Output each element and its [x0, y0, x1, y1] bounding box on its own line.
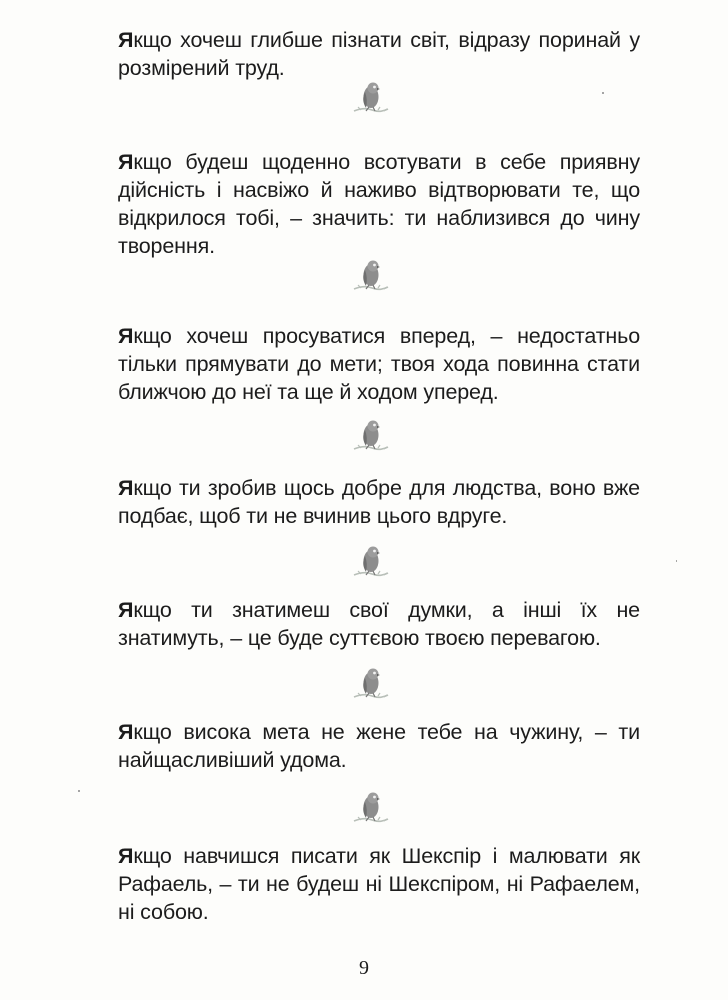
scan-speck — [602, 92, 604, 94]
owl-ornament-icon — [350, 258, 390, 294]
aphorism-text: кщо ти знатимеш свої думки, а інші їх не знатимуть, – це буде суттєвою твоєю перевагою. — [118, 598, 640, 650]
drop-letter: Я — [118, 476, 134, 500]
page-number: 9 — [359, 957, 369, 979]
aphorism-text: кщо висока мета не жене тебе на чужину, – ти найщасливіший удома. — [118, 720, 640, 772]
drop-letter: Я — [118, 324, 134, 348]
scan-speck — [78, 790, 80, 792]
drop-letter: Я — [118, 720, 134, 744]
aphorism-6 — [118, 718, 640, 774]
drop-letter: Я — [118, 844, 134, 868]
aphorism-3 — [118, 322, 640, 406]
drop-letter: Я — [118, 150, 134, 174]
aphorism-text: кщо навчишся писати як Шекспір і малювати як Рафаель, – ти не будеш ні Шекспіром, ні Рафаелем, ні собою. — [118, 844, 640, 924]
aphorism-text: кщо ти зробив щось добре для людства, воно вже подбає, щоб ти не вчинив цього вдруге. — [118, 476, 640, 528]
drop-letter: Я — [118, 598, 134, 622]
aphorism-1 — [118, 26, 640, 82]
drop-letter: Я — [118, 28, 134, 52]
aphorism-2 — [118, 148, 640, 260]
aphorism-text: кщо будеш щоденно всотувати в себе приявну дійсність і насвіжо й наживо відтворювати те, що відкрилося тобі, – значить: ти наблизився до чину творення. — [118, 150, 640, 258]
scan-speck — [676, 560, 677, 562]
aphorism-text: кщо хочеш просуватися вперед, – недостатньо тільки прямувати до мети; твоя хода повинна стати ближчою до неї та ще й ходом уперед. — [118, 324, 640, 404]
aphorism-text: кщо хочеш глибше пізнати світ, відразу поринай у розмірений труд. — [118, 28, 640, 80]
owl-ornament-icon — [350, 80, 390, 116]
owl-ornament-icon — [350, 418, 390, 454]
aphorism-7 — [118, 842, 640, 926]
owl-ornament-icon — [350, 544, 390, 580]
owl-ornament-icon — [350, 666, 390, 702]
aphorism-5 — [118, 596, 640, 652]
owl-ornament-icon — [350, 790, 390, 826]
aphorism-4 — [118, 474, 640, 530]
